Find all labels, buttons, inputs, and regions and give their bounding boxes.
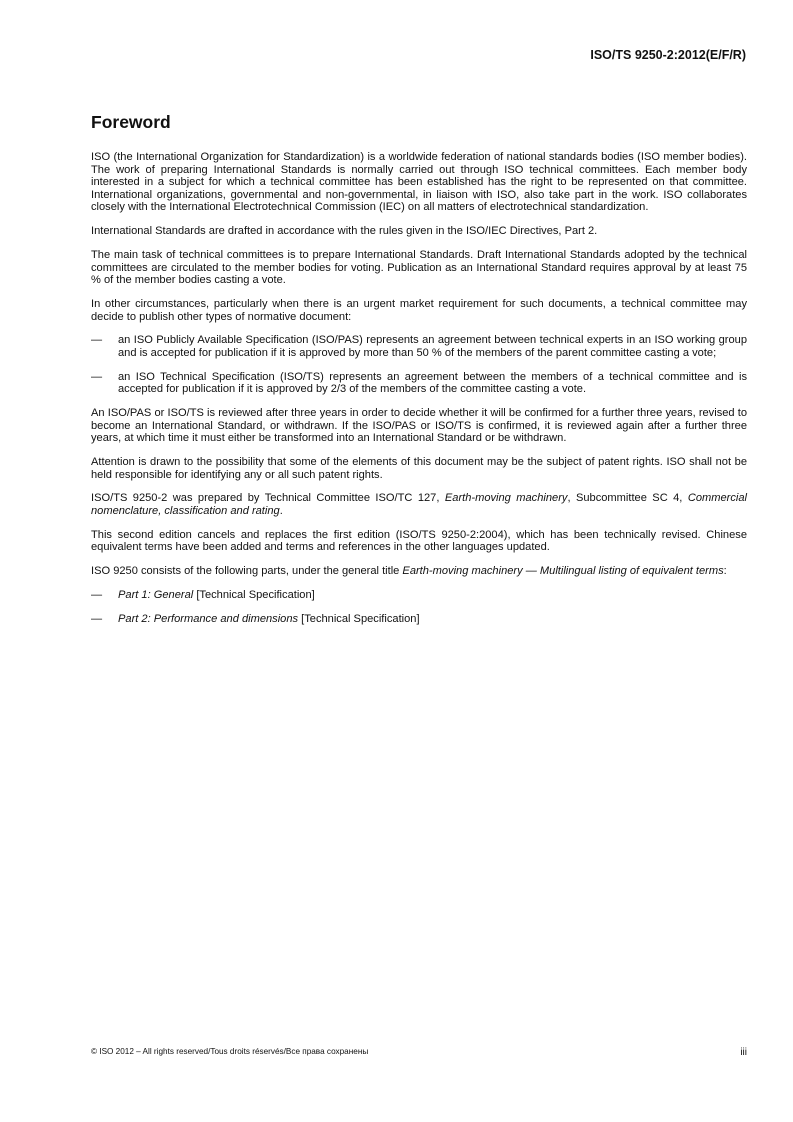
paragraph: This second edition cancels and replaces the first edition (ISO/TS 9250-2:2004), which has been technically revised. Chinese equivalent terms have been added and terms and references in the other languages updated.: [91, 528, 747, 554]
text: ISO 9250 consists of the following parts, under the general title: [91, 565, 403, 578]
paragraph: An ISO/PAS or ISO/TS is reviewed after three years in order to decide whether it will be confirmed for a further three years, revised to become an International Standard, or withdrawn. If the ISO/PAS or ISO/TS is confirmed, it is reviewed again after a further three years, at which time it must either be transformed into an International Standard or be withdrawn.: [91, 407, 747, 445]
paragraph: Attention is drawn to the possibility that some of the elements of this document may be the subject of patent rights. ISO shall not be held responsible for identifying any or all such patent rights.: [91, 456, 747, 481]
general-title: Earth-moving machinery — Multilingual listing of equivalent terms: [402, 565, 724, 578]
committee-title: Earth-moving machinery: [444, 492, 568, 505]
list-dash: —: [91, 334, 103, 347]
page-number: iii: [740, 1047, 747, 1058]
list-item: [91, 334, 747, 359]
list-item: [91, 613, 747, 626]
document-body: [91, 151, 747, 636]
list-dash: —: [91, 612, 103, 625]
part-type: [Technical Specification]: [193, 588, 315, 601]
copyright-notice: © ISO 2012 – All rights reserved/Tous droits réservés/Все права сохранены: [91, 1047, 369, 1056]
page-title: Foreword: [91, 112, 171, 132]
list-item-text: an ISO Technical Specification (ISO/TS) represents an agreement between the members of a technical committee and is accepted for publication if it is approved by 2/3 of the members of the committee casting a vote.: [118, 370, 747, 396]
part-title: Part 2: Performance and dimensions: [118, 612, 299, 625]
paragraph: In other circumstances, particularly when there is an urgent market requirement for such documents, a technical committee may decide to publish other types of normative document:: [91, 297, 747, 323]
subcommittee-title: Commercial nomenclature, classification and rating: [91, 492, 748, 517]
list-dash: —: [91, 588, 103, 601]
part-title: Part 1: General: [118, 588, 194, 601]
paragraph: [91, 565, 747, 578]
text: .: [279, 504, 283, 517]
paragraph: International Standards are drafted in accordance with the rules given in the ISO/IEC Directives, Part 2.: [91, 225, 598, 238]
page-footer: [91, 1047, 747, 1058]
paragraph: ISO (the International Organization for Standardization) is a worldwide federation of national standards bodies (ISO member bodies). The work of preparing International Standards is normally carried out through ISO technical committees. Each member body interested in a subject for which a technical committee has been established has the right to be represented on that committee. International organizations, governmental and non-governmental, in liaison with ISO, also take part in the work. ISO collaborates closely with the International Electrotechnical Commission (IEC) on all matters of electrotechnical standardization.: [91, 151, 747, 214]
part-type: [Technical Specification]: [298, 612, 420, 625]
list-item-text: an ISO Publicly Available Specification (ISO/PAS) represents an agreement between technical experts in an ISO working group and is accepted for publication if it is approved by more than 50 % of the members of the parent committee casting a vote;: [118, 334, 747, 359]
text: , Subcommittee SC 4,: [567, 492, 688, 505]
paragraph: [91, 492, 747, 517]
list-dash: —: [91, 370, 103, 383]
document-id-header: ISO/TS 9250-2:2012(E/F/R): [590, 48, 746, 62]
list-item: [91, 589, 747, 602]
paragraph: The main task of technical committees is to prepare International Standards. Draft International Standards adopted by the technical committees are circulated to the member bodies for voting. Publication as an International Standard requires approval by at least 75 % of the member bodies casting a vote.: [91, 248, 747, 287]
text: ISO/TS 9250-2 was prepared by Technical Committee ISO/TC 127,: [91, 492, 445, 505]
list-item: [91, 371, 747, 396]
text: :: [723, 565, 727, 578]
